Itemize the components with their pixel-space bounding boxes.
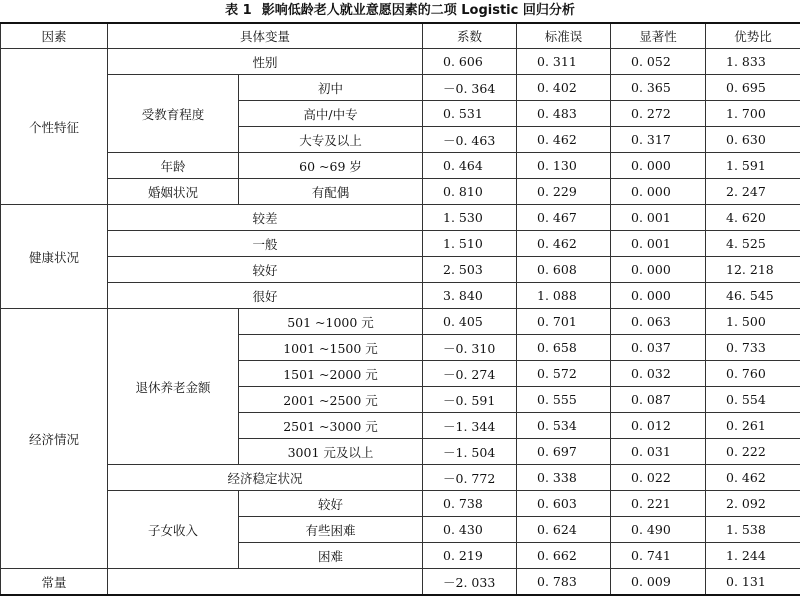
row-sig: 0. 000 [611, 153, 706, 179]
row-variable: 初中 [239, 75, 423, 101]
row-variable: 1501 ~2000 元 [239, 361, 423, 387]
row-sig: 0. 272 [611, 101, 706, 127]
row-se: 0. 783 [517, 569, 611, 596]
row-sig: 0. 365 [611, 75, 706, 101]
row-coef: －0. 772 [423, 465, 517, 491]
row-se: 0. 572 [517, 361, 611, 387]
row-coef: 0. 606 [423, 49, 517, 75]
row-se: 0. 483 [517, 101, 611, 127]
header-sig: 显著性 [611, 23, 706, 49]
group-economic: 经济情况 [1, 309, 108, 569]
row-se: 0. 697 [517, 439, 611, 465]
table-row [1, 179, 800, 205]
table-row [1, 283, 800, 309]
row-sig: 0. 490 [611, 517, 706, 543]
row-se: 0. 229 [517, 179, 611, 205]
row-coef: 0. 738 [423, 491, 517, 517]
row-or: 0. 222 [706, 439, 800, 465]
table-row [1, 75, 800, 101]
sub-age: 年龄 [108, 153, 239, 179]
row-or: 0. 554 [706, 387, 800, 413]
row-variable: 有配偶 [239, 179, 423, 205]
table-row [1, 205, 800, 231]
row-se: 0. 467 [517, 205, 611, 231]
row-coef: 0. 430 [423, 517, 517, 543]
table-row [1, 49, 800, 75]
row-variable: 2501 ~3000 元 [239, 413, 423, 439]
row-se: 0. 130 [517, 153, 611, 179]
row-coef: 2. 503 [423, 257, 517, 283]
row-variable: 较好 [239, 491, 423, 517]
table-row [1, 465, 800, 491]
row-or: 2. 247 [706, 179, 800, 205]
row-coef: 0. 531 [423, 101, 517, 127]
row-se: 0. 603 [517, 491, 611, 517]
row-sig: 0. 032 [611, 361, 706, 387]
row-or: 46. 545 [706, 283, 800, 309]
row-variable: 高中/中专 [239, 101, 423, 127]
row-coef: －0. 310 [423, 335, 517, 361]
row-variable: 有些困难 [239, 517, 423, 543]
row-sig: 0. 000 [611, 257, 706, 283]
row-variable: 困难 [239, 543, 423, 569]
row-se: 0. 662 [517, 543, 611, 569]
row-coef: 1. 510 [423, 231, 517, 257]
row-variable: 大专及以上 [239, 127, 423, 153]
regression-table [0, 22, 800, 596]
row-se: 0. 462 [517, 231, 611, 257]
row-coef: －2. 033 [423, 569, 517, 596]
row-or: 0. 630 [706, 127, 800, 153]
row-se: 0. 555 [517, 387, 611, 413]
row-or: 0. 131 [706, 569, 800, 596]
row-coef: 3. 840 [423, 283, 517, 309]
table-title: 影响低龄老人就业意愿因素的二项 Logistic 回归分析 [261, 3, 575, 18]
row-variable: 较好 [108, 257, 423, 283]
row-coef: 1. 530 [423, 205, 517, 231]
row-variable [108, 569, 423, 596]
row-sig: 0. 031 [611, 439, 706, 465]
row-variable: 3001 元及以上 [239, 439, 423, 465]
row-or: 1. 244 [706, 543, 800, 569]
row-sig: 0. 052 [611, 49, 706, 75]
row-sig: 0. 037 [611, 335, 706, 361]
group-constant: 常量 [1, 569, 108, 596]
table-number: 表 1 [225, 3, 252, 18]
table-row [1, 153, 800, 179]
row-sig: 0. 022 [611, 465, 706, 491]
row-coef: 0. 810 [423, 179, 517, 205]
header-row [1, 23, 800, 49]
row-variable: 一般 [108, 231, 423, 257]
header-or: 优势比 [706, 23, 800, 49]
row-se: 0. 402 [517, 75, 611, 101]
table-caption [0, 0, 800, 22]
row-or: 4. 620 [706, 205, 800, 231]
row-se: 1. 088 [517, 283, 611, 309]
row-sig: 0. 001 [611, 205, 706, 231]
row-se: 0. 624 [517, 517, 611, 543]
row-coef: －1. 344 [423, 413, 517, 439]
table-row [1, 257, 800, 283]
group-health: 健康状况 [1, 205, 108, 309]
row-coef: －0. 364 [423, 75, 517, 101]
row-sig: 0. 000 [611, 179, 706, 205]
sub-marriage: 婚姻状况 [108, 179, 239, 205]
row-variable: 很好 [108, 283, 423, 309]
row-or: 2. 092 [706, 491, 800, 517]
row-variable: 501 ~1000 元 [239, 309, 423, 335]
row-coef: －0. 274 [423, 361, 517, 387]
row-sig: 0. 221 [611, 491, 706, 517]
row-or: 1. 700 [706, 101, 800, 127]
row-sig: 0. 063 [611, 309, 706, 335]
row-coef: －0. 591 [423, 387, 517, 413]
row-sig: 0. 317 [611, 127, 706, 153]
row-variable: 2001 ~2500 元 [239, 387, 423, 413]
row-se: 0. 701 [517, 309, 611, 335]
row-coef: －0. 463 [423, 127, 517, 153]
row-or: 0. 695 [706, 75, 800, 101]
row-or: 1. 538 [706, 517, 800, 543]
table-row [1, 569, 800, 596]
row-sig: 0. 000 [611, 283, 706, 309]
row-or: 12. 218 [706, 257, 800, 283]
row-sig: 0. 009 [611, 569, 706, 596]
header-variable: 具体变量 [108, 23, 423, 49]
row-se: 0. 338 [517, 465, 611, 491]
row-or: 1. 591 [706, 153, 800, 179]
header-coef: 系数 [423, 23, 517, 49]
row-se: 0. 608 [517, 257, 611, 283]
row-or: 0. 462 [706, 465, 800, 491]
row-sig: 0. 012 [611, 413, 706, 439]
row-variable: 较差 [108, 205, 423, 231]
row-sig: 0. 741 [611, 543, 706, 569]
row-sig: 0. 087 [611, 387, 706, 413]
row-variable: 60 ~69 岁 [239, 153, 423, 179]
row-or: 0. 760 [706, 361, 800, 387]
row-variable: 性别 [108, 49, 423, 75]
row-se: 0. 534 [517, 413, 611, 439]
table-row [1, 231, 800, 257]
row-sig: 0. 001 [611, 231, 706, 257]
header-factor: 因素 [1, 23, 108, 49]
row-variable: 1001 ~1500 元 [239, 335, 423, 361]
row-se: 0. 658 [517, 335, 611, 361]
row-coef: 0. 219 [423, 543, 517, 569]
row-variable: 经济稳定状况 [108, 465, 423, 491]
row-or: 0. 733 [706, 335, 800, 361]
row-se: 0. 311 [517, 49, 611, 75]
row-se: 0. 462 [517, 127, 611, 153]
table-row [1, 491, 800, 517]
row-or: 0. 261 [706, 413, 800, 439]
row-coef: 0. 405 [423, 309, 517, 335]
group-personal: 个性特征 [1, 49, 108, 205]
row-or: 4. 525 [706, 231, 800, 257]
table-row [1, 309, 800, 335]
sub-children: 子女收入 [108, 491, 239, 569]
sub-education: 受教育程度 [108, 75, 239, 153]
row-or: 1. 833 [706, 49, 800, 75]
row-coef: －1. 504 [423, 439, 517, 465]
row-coef: 0. 464 [423, 153, 517, 179]
sub-pension: 退休养老金额 [108, 309, 239, 465]
row-or: 1. 500 [706, 309, 800, 335]
header-se: 标准误 [517, 23, 611, 49]
